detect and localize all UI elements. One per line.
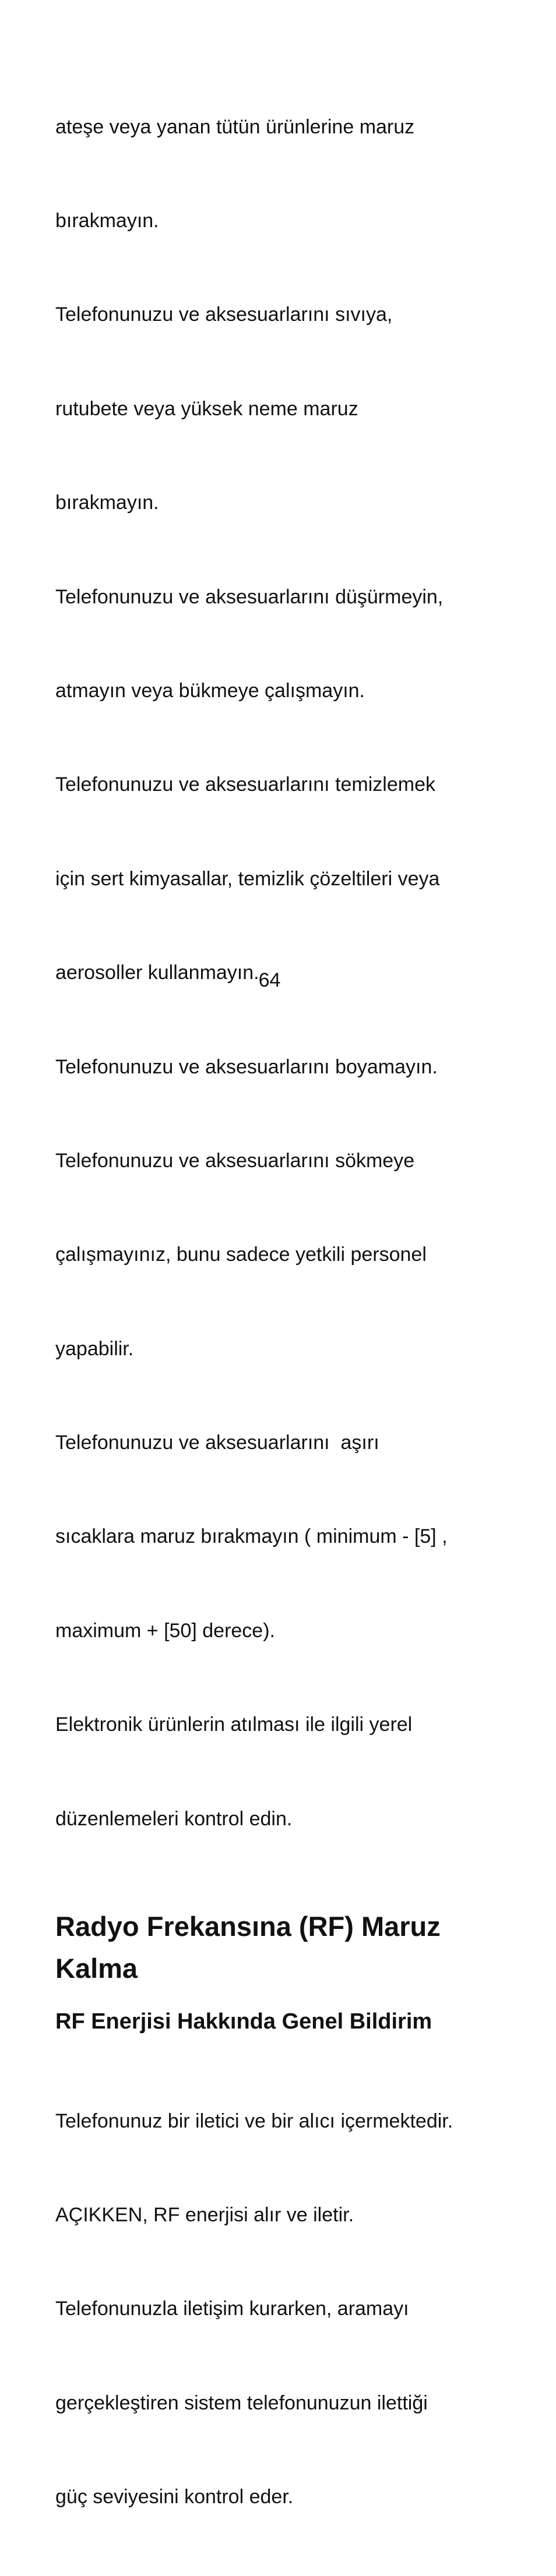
heading-line: Radyo Frekansına (RF) Maruz [55,1911,441,1942]
text-line: çalışmayınız, bunu sadece yetkili personel [55,1243,427,1266]
text-line: Telefonunuzu ve aksesuarlarını sökmeye [55,1149,415,1172]
text-line: bırakmayın. [55,492,159,514]
document-page [55,49,498,2576]
text-line: Telefonunuzu ve aksesuarlarını aşırı [55,1432,379,1454]
heading-line: Kalma [55,1953,138,1984]
text-line: Telefonunuzu ve aksesuarlarını boyamayın. [55,1055,438,1078]
section-body-text [55,2043,498,2576]
text-line: AÇIKKEN, RF enerjisi alır ve iletir. [55,2204,354,2226]
text-line: güç seviyesini kontrol eder. [55,2486,294,2508]
text-line: atmayın veya bükmeye çalışmayın. [55,679,365,702]
text-line: Telefonunuzla iletişim kurarken, aramayı [55,2298,409,2320]
section-heading [55,1906,498,1990]
text-line: Telefonunuzu ve aksesuarlarını düşürmeyin, [55,585,444,608]
text-line: aerosoller kullanmayın. [55,962,259,984]
text-line: için sert kimyasallar, temizlik çözeltileri veya [55,867,440,890]
text-line: ateşe veya yanan tütün ürünlerine maruz [55,115,415,138]
text-line: Elektronik ürünlerin atılması ile ilgili yerel [55,1713,413,1736]
text-line: Telefonunuzu ve aksesuarlarını temizlemek [55,773,435,796]
text-line: maximum + [50] derece). [55,1619,275,1642]
section-subheading: RF Enerjisi Hakkında Genel Bildirim [55,2009,432,2034]
page-number: 64 [258,969,281,991]
text-line: yapabilir. [55,1337,134,1360]
text-line: Telefonunuzu ve aksesuarlarını sıvıya, [55,303,393,326]
text-line: düzenlemeleri kontrol edin. [55,1807,293,1830]
text-line: sıcaklara maruz bırakmayın ( minimum - [5] , [55,1525,448,1548]
text-line: bırakmayın. [55,209,159,232]
text-line: Telefonunuz bir iletici ve bir alıcı içermektedir. [55,2109,453,2132]
text-line: rutubete veya yüksek neme maruz [55,397,358,420]
text-line: gerçekleştiren sistem telefonunuzun ilettiği [55,2391,428,2414]
